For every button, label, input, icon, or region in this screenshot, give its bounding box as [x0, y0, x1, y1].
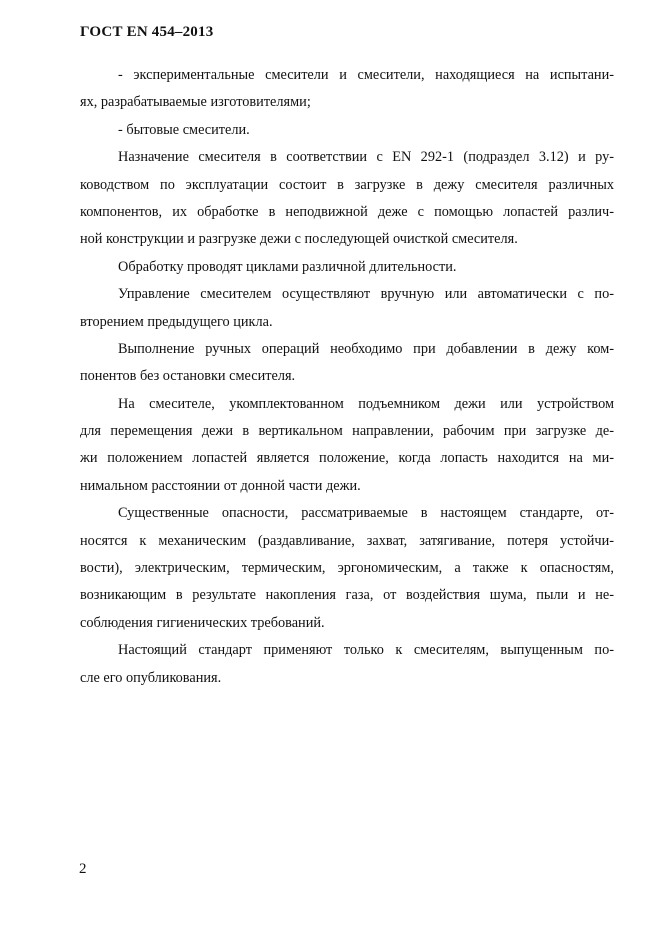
text-line: жи положением лопастей является положение, когда лопасть находится на ми-: [80, 450, 614, 467]
document-header: ГОСТ EN 454–2013: [80, 24, 214, 40]
text-line: Настоящий стандарт применяют только к смесителям, выпущенным по-: [118, 642, 614, 659]
text-line: компонентов, их обработке в неподвижной деже с помощью лопастей различ-: [80, 203, 614, 220]
text-line: для перемещения дежи в вертикальном направлении, рабочим при загрузке де-: [80, 423, 614, 440]
text-line: ной конструкции и разгрузке дежи с последующей очисткой смесителя.: [80, 231, 518, 248]
text-line: На смесителе, укомплектованном подъемником дежи или устройством: [118, 395, 614, 412]
text-line: вторением предыдущего цикла.: [80, 313, 273, 330]
text-line: понентов без остановки смесителя.: [80, 368, 296, 385]
text-line: Назначение смесителя в соответствии с EN 292-1 (подраздел 3.12) и ру-: [118, 149, 614, 166]
text-line: ях, разрабатываемые изготовителями;: [80, 94, 311, 111]
text-line: носятся к механическим (раздавливание, захват, затягивание, потеря устойчи-: [80, 532, 614, 549]
text-line: нимальном расстоянии от донной части дежи.: [80, 477, 361, 494]
text-line: Обработку проводят циклами различной длительности.: [118, 258, 457, 275]
text-line: соблюдения гигиенических требований.: [80, 614, 325, 631]
text-line: Существенные опасности, рассматриваемые в настоящем стандарте, от-: [118, 505, 614, 522]
text-line: сле его опубликования.: [80, 669, 222, 686]
text-line: ководством по эксплуатации состоит в загрузке в дежу смесителя различных: [80, 176, 614, 193]
text-line: Выполнение ручных операций необходимо при добавлении в дежу ком-: [118, 340, 614, 357]
text-line: - бытовые смесители.: [118, 121, 250, 138]
text-line: Управление смесителем осуществляют вручную или автоматически с по-: [118, 286, 614, 303]
text-line: - экспериментальные смесители и смесители, находящиеся на испытани-: [118, 67, 614, 83]
text-line: вости), электрическим, термическим, эргономическим, а также к опасностям,: [80, 560, 614, 577]
text-line: возникающим в результате накопления газа, от воздействия шума, пыли и не-: [80, 587, 614, 604]
page-number: 2: [79, 861, 87, 877]
document-body: [80, 62, 614, 692]
